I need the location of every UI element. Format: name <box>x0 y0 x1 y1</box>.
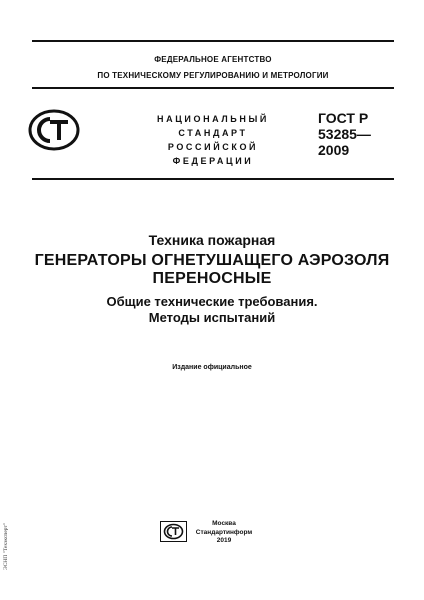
publisher-info <box>194 520 254 546</box>
agency-line-2: ПО ТЕХНИЧЕСКОМУ РЕГУЛИРОВАНИЮ И МЕТРОЛОГИИ <box>97 71 329 80</box>
main-title-line-2: ПЕРЕНОСНЫЕ <box>152 270 272 287</box>
pst-certification-mark-icon <box>28 108 80 152</box>
main-title-line-1: ГЕНЕРАТОРЫ ОГНЕТУШАЩЕГО АЭРОЗОЛЯ <box>34 252 390 269</box>
gost-year: 2009 <box>318 142 350 158</box>
national-standard-line-3: РОССИЙСКОЙ <box>167 142 259 152</box>
sub-title <box>0 294 424 326</box>
sub-title-line-1: Общие технические требования. <box>106 294 318 309</box>
gost-label: ГОСТ Р <box>318 110 369 126</box>
sub-title-line-2: Методы испытаний <box>148 310 276 325</box>
bottom-rule <box>32 178 394 180</box>
side-watermark-text: ЭСНП "Техэксперт" <box>3 522 9 570</box>
gost-number: 53285— <box>318 126 371 142</box>
publisher-city: Москва <box>212 520 236 527</box>
national-standard-block <box>138 112 288 168</box>
edition-note: Издание официальное <box>172 364 252 371</box>
top-rule <box>32 40 394 42</box>
main-title <box>0 252 424 288</box>
national-standard-line-1: НАЦИОНАЛЬНЫЙ <box>157 114 269 124</box>
middle-rule <box>32 87 394 89</box>
standartinform-logo-icon <box>160 521 187 542</box>
publisher-name: Стандартинформ <box>195 528 253 536</box>
national-standard-line-2: СТАНДАРТ <box>178 128 248 138</box>
agency-line-1: ФЕДЕРАЛЬНОЕ АГЕНТСТВО <box>154 55 272 64</box>
national-standard-line-4: ФЕДЕРАЦИИ <box>172 156 254 166</box>
publisher-year: 2019 <box>216 537 232 544</box>
document-subject: Техника пожарная <box>148 232 276 248</box>
gost-designation <box>318 110 371 158</box>
